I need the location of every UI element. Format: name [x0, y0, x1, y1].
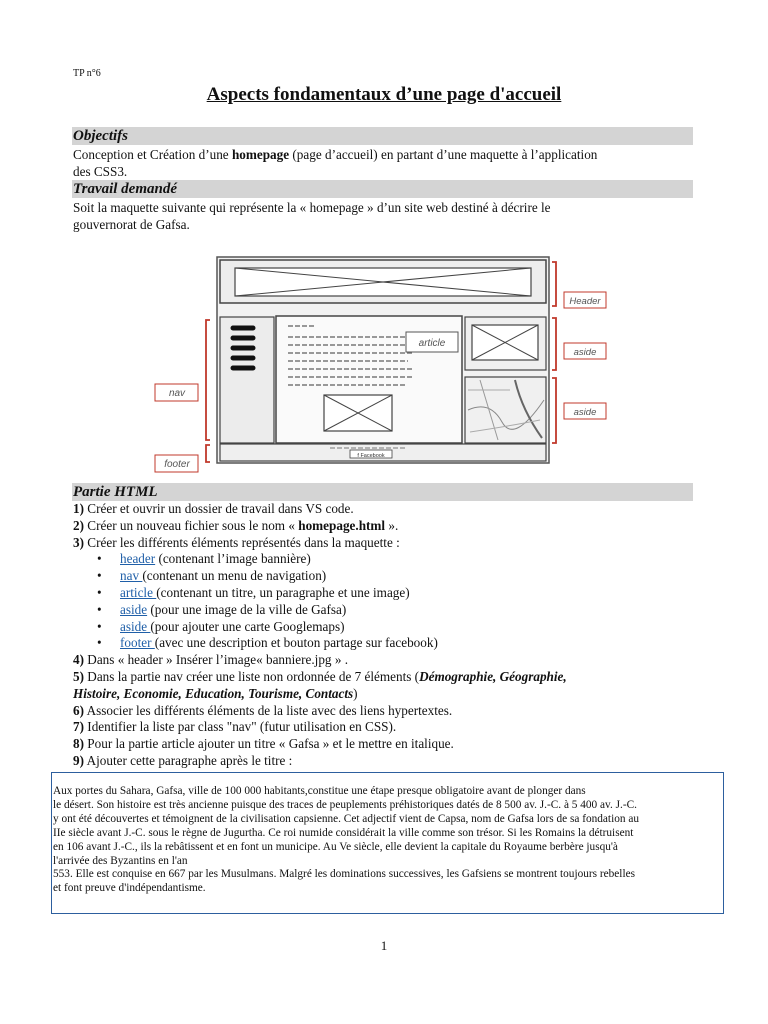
- instruction-step: [73, 753, 703, 770]
- step-number: 3): [73, 534, 84, 550]
- step-text: Dans « header » Insérer l’image« banniere.jpg » .: [84, 652, 349, 668]
- aside2-tag-label: aside: [573, 407, 597, 418]
- footer-bracket: [206, 445, 210, 462]
- paragraph-line: l'arrivée des Byzantins en l'an: [53, 854, 188, 867]
- aside2-bracket: [552, 378, 556, 443]
- list-item: • aside (pour ajouter une carte Googlemaps): [97, 618, 345, 634]
- page-title: Aspects fondamentaux d’une page d'accueil: [206, 84, 562, 105]
- step-number: 2): [73, 517, 84, 533]
- aside1-tag-label: aside: [573, 347, 597, 358]
- step-number: 4): [73, 652, 84, 668]
- footer-tag-label: footer: [164, 459, 190, 470]
- objectifs-text: [73, 146, 695, 180]
- instruction-step: [73, 501, 703, 518]
- aside1-bracket: [552, 318, 556, 370]
- paragraph-line: et font preuve d'indépendantisme.: [53, 882, 206, 895]
- step-number: 8): [73, 736, 84, 752]
- paragraph-line: en 106 avant J.-C., ils la rebâtissent et en font un municipe. Au Ve siècle, elle devient la capitale du Royaume berbère jusqu'à: [53, 840, 618, 853]
- instruction-step: [73, 703, 703, 720]
- step-text: Pour la partie article ajouter un titre « Gafsa » et le mettre en italique.: [84, 736, 454, 752]
- section-heading-objectifs: Objectifs: [72, 127, 693, 145]
- step-number: 9): [73, 752, 84, 768]
- travail-text: [73, 199, 695, 233]
- objectifs-text-part: (page d’accueil) en partant d’une maquette à l’application: [289, 147, 598, 162]
- objectifs-text-line2: des CSS3.: [73, 164, 128, 179]
- element-link[interactable]: aside: [120, 601, 148, 617]
- paragraph-line: y ont été découvertes et témoignent de la civilisation capsienne. Cet adjectif vient de Capsa, nom de Gafsa lors de sa fondation au: [53, 812, 639, 825]
- paragraph-line: Aux portes du Sahara, Gafsa, ville de 100 000 habitants,constitue une étape presque obligatoire avant de plonger dans: [53, 785, 586, 797]
- step-items: Démographie, Géographie,: [419, 668, 567, 684]
- step-number: 1): [73, 501, 84, 516]
- instruction-step: [73, 669, 703, 686]
- header-bracket: [552, 262, 556, 306]
- instructions-list: [73, 501, 703, 770]
- step-text: Créer les différents éléments représentés dans la maquette :: [84, 534, 400, 550]
- list-item: • footer (avec une description et bouton partage sur facebook): [97, 635, 438, 651]
- list-item: • article (contenant un titre, un paragraphe et une image): [97, 584, 410, 600]
- element-link[interactable]: nav: [120, 568, 143, 584]
- step-text: Dans la partie nav créer une liste non ordonnée de 7 éléments (: [84, 668, 420, 684]
- nav-bracket: [206, 320, 210, 440]
- step-number: 5): [73, 668, 84, 684]
- instruction-step-cont: [73, 686, 703, 703]
- element-desc: (pour ajouter une carte Googlemaps): [150, 618, 345, 634]
- page-number: 1: [380, 938, 388, 953]
- travail-line: Soit la maquette suivante qui représente la « homepage » d’un site web destiné à décrire le: [73, 200, 551, 215]
- element-desc: (contenant l’image bannière): [155, 551, 311, 567]
- element-desc: (contenant un titre, un paragraphe et une image): [156, 584, 410, 600]
- facebook-button-label: f Facebook: [357, 453, 385, 459]
- step-text: ): [353, 685, 358, 701]
- step-text: Associer les différents éléments de la liste avec des liens hypertextes.: [84, 702, 453, 718]
- article-tag-label: article: [418, 338, 446, 349]
- instruction-step: [73, 518, 703, 535]
- paragraph-line: 553. Elle est conquise en 667 par les Musulmans. Malgré les dominations successives, les Gafsiens se montrent toujours rebelles: [53, 868, 635, 881]
- nav-tag-label: nav: [168, 388, 186, 399]
- element-desc: (avec une description et bouton partage sur facebook): [154, 635, 438, 651]
- paragraph-line: IIe siècle avant J.-C. sous le règne de Jugurtha. Ce roi numide considérait la ville comme son trésor. Si les Romains la détruisent: [53, 826, 634, 839]
- step-text: Ajouter cette paragraphe après le titre :: [84, 752, 293, 768]
- list-item: • header (contenant l’image bannière): [97, 551, 311, 567]
- homepage-wireframe-mockup: [150, 250, 620, 478]
- paragraph-line: le désert. Son histoire est très ancienne puisque des traces de peuplements préhistoriques datés de 8 500 av. J.-C. à 5 400 av. J.-C.: [53, 798, 637, 811]
- instruction-step: [73, 535, 703, 552]
- element-desc: (contenant un menu de navigation): [142, 568, 327, 584]
- mockup-aside2-map: [465, 377, 546, 443]
- step-items: Histoire, Economie, Education, Tourisme, Contacts: [73, 685, 354, 701]
- list-item: • aside (pour une image de la ville de Gafsa): [97, 601, 347, 617]
- section-heading-travail: Travail demandé: [72, 180, 693, 198]
- instruction-step: [73, 736, 703, 753]
- step-filename: homepage.html: [298, 517, 386, 533]
- step-text: Créer un nouveau fichier sous le nom «: [84, 517, 299, 533]
- tp-label: TP n°6: [73, 68, 101, 79]
- header-tag-label: Header: [569, 296, 601, 307]
- step-number: 6): [73, 702, 84, 718]
- element-link[interactable]: article: [120, 584, 157, 600]
- section-heading-partie-html: Partie HTML: [72, 483, 693, 501]
- list-item: • nav (contenant un menu de navigation): [97, 568, 327, 584]
- element-link[interactable]: header: [120, 551, 156, 567]
- objectifs-text-bold: homepage: [231, 147, 290, 162]
- paragraph-box: [51, 772, 724, 914]
- step-text: Identifier la liste par class "nav" (futur utilisation en CSS).: [84, 719, 397, 735]
- step-number: 7): [73, 719, 84, 735]
- element-link[interactable]: footer: [120, 635, 155, 651]
- objectifs-text-part: Conception et Création d’une: [73, 147, 232, 162]
- element-desc: (pour une image de la ville de Gafsa): [147, 601, 347, 617]
- instruction-step: [73, 652, 703, 669]
- instruction-step: [73, 719, 703, 736]
- step-text: Créer et ouvrir un dossier de travail dans VS code.: [84, 501, 354, 516]
- element-link[interactable]: aside: [120, 618, 151, 634]
- step-text: ».: [385, 517, 399, 533]
- travail-line: gouvernorat de Gafsa.: [73, 217, 190, 232]
